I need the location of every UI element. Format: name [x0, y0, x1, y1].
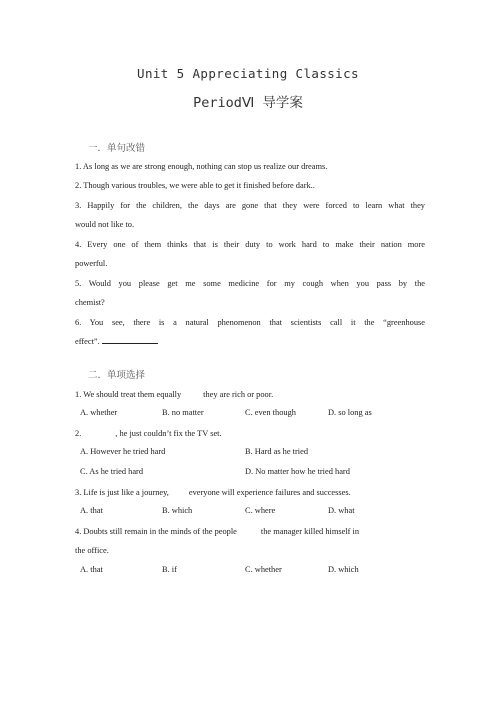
document-subtitle: PeriodⅥ 导学案: [193, 95, 303, 111]
question-3-option-a[interactable]: A. that: [80, 506, 103, 515]
question-2-option-d[interactable]: D. No matter how he tried hard: [245, 467, 350, 476]
question-4-option-b[interactable]: B. if: [162, 565, 177, 574]
correction-item-4: 4. Every one of them thinks that is their duty to work hard to make their nation more: [75, 240, 425, 249]
correction-item-6: 6. You see, there is a natural phenomenon that scientists call it the “greenhouse: [75, 318, 425, 327]
question-1-option-d[interactable]: D. so long as: [328, 408, 372, 417]
question-3-option-b[interactable]: B. which: [162, 506, 193, 515]
section-heading-correction: 一．单句改错: [88, 143, 146, 154]
question-4-option-a[interactable]: A. that: [80, 565, 103, 574]
question-4-stem: 4. Doubts still remain in the minds of the people the manager killed himself in: [75, 527, 360, 536]
question-1-option-b[interactable]: B. no matter: [162, 408, 204, 417]
question-1-option-a[interactable]: A. whether: [80, 408, 118, 417]
answer-blank[interactable]: [102, 336, 158, 344]
question-3-stem: 3. Life is just like a journey, everyone will experience failures and successes.: [75, 488, 351, 497]
question-4-option-d[interactable]: D. which: [328, 565, 359, 574]
question-2-option-b[interactable]: B. Hard as he tried: [245, 447, 309, 456]
question-1-option-c[interactable]: C. even though: [245, 408, 296, 417]
document-title: Unit 5 Appreciating Classics: [137, 66, 359, 81]
question-4-option-c[interactable]: C. whether: [245, 565, 282, 574]
question-2-stem: 2. , he just couldn’t fix the TV set.: [75, 429, 222, 438]
question-3-option-c[interactable]: C. where: [245, 506, 276, 515]
correction-item-3-cont: would not like to.: [75, 220, 135, 229]
correction-item-6-cont: effect”.: [75, 336, 425, 347]
question-2-option-c[interactable]: C. As he tried hard: [80, 467, 144, 476]
correction-item-3: 3. Happily for the children, the days are gone that they were forced to learn what they: [75, 201, 425, 210]
correction-item-5: 5. Would you please get me some medicine for my cough when you pass by the: [75, 279, 425, 288]
correction-item-1: 1. As long as we are strong enough, nothing can stop us realize our dreams.: [75, 162, 328, 171]
question-4-stem-cont: the office.: [75, 546, 109, 555]
question-1-stem: 1. We should treat them equally they are rich or poor.: [75, 390, 274, 399]
question-2-option-a[interactable]: A. However he tried hard: [80, 447, 166, 456]
section-heading-choice: 二．单项选择: [88, 370, 146, 381]
correction-item-5-cont: chemist?: [75, 298, 105, 307]
correction-item-4-cont: powerful.: [75, 259, 108, 268]
question-3-option-d[interactable]: D. what: [328, 506, 355, 515]
correction-item-2: 2. Though various troubles, we were able to get it finished before dark..: [75, 181, 315, 190]
